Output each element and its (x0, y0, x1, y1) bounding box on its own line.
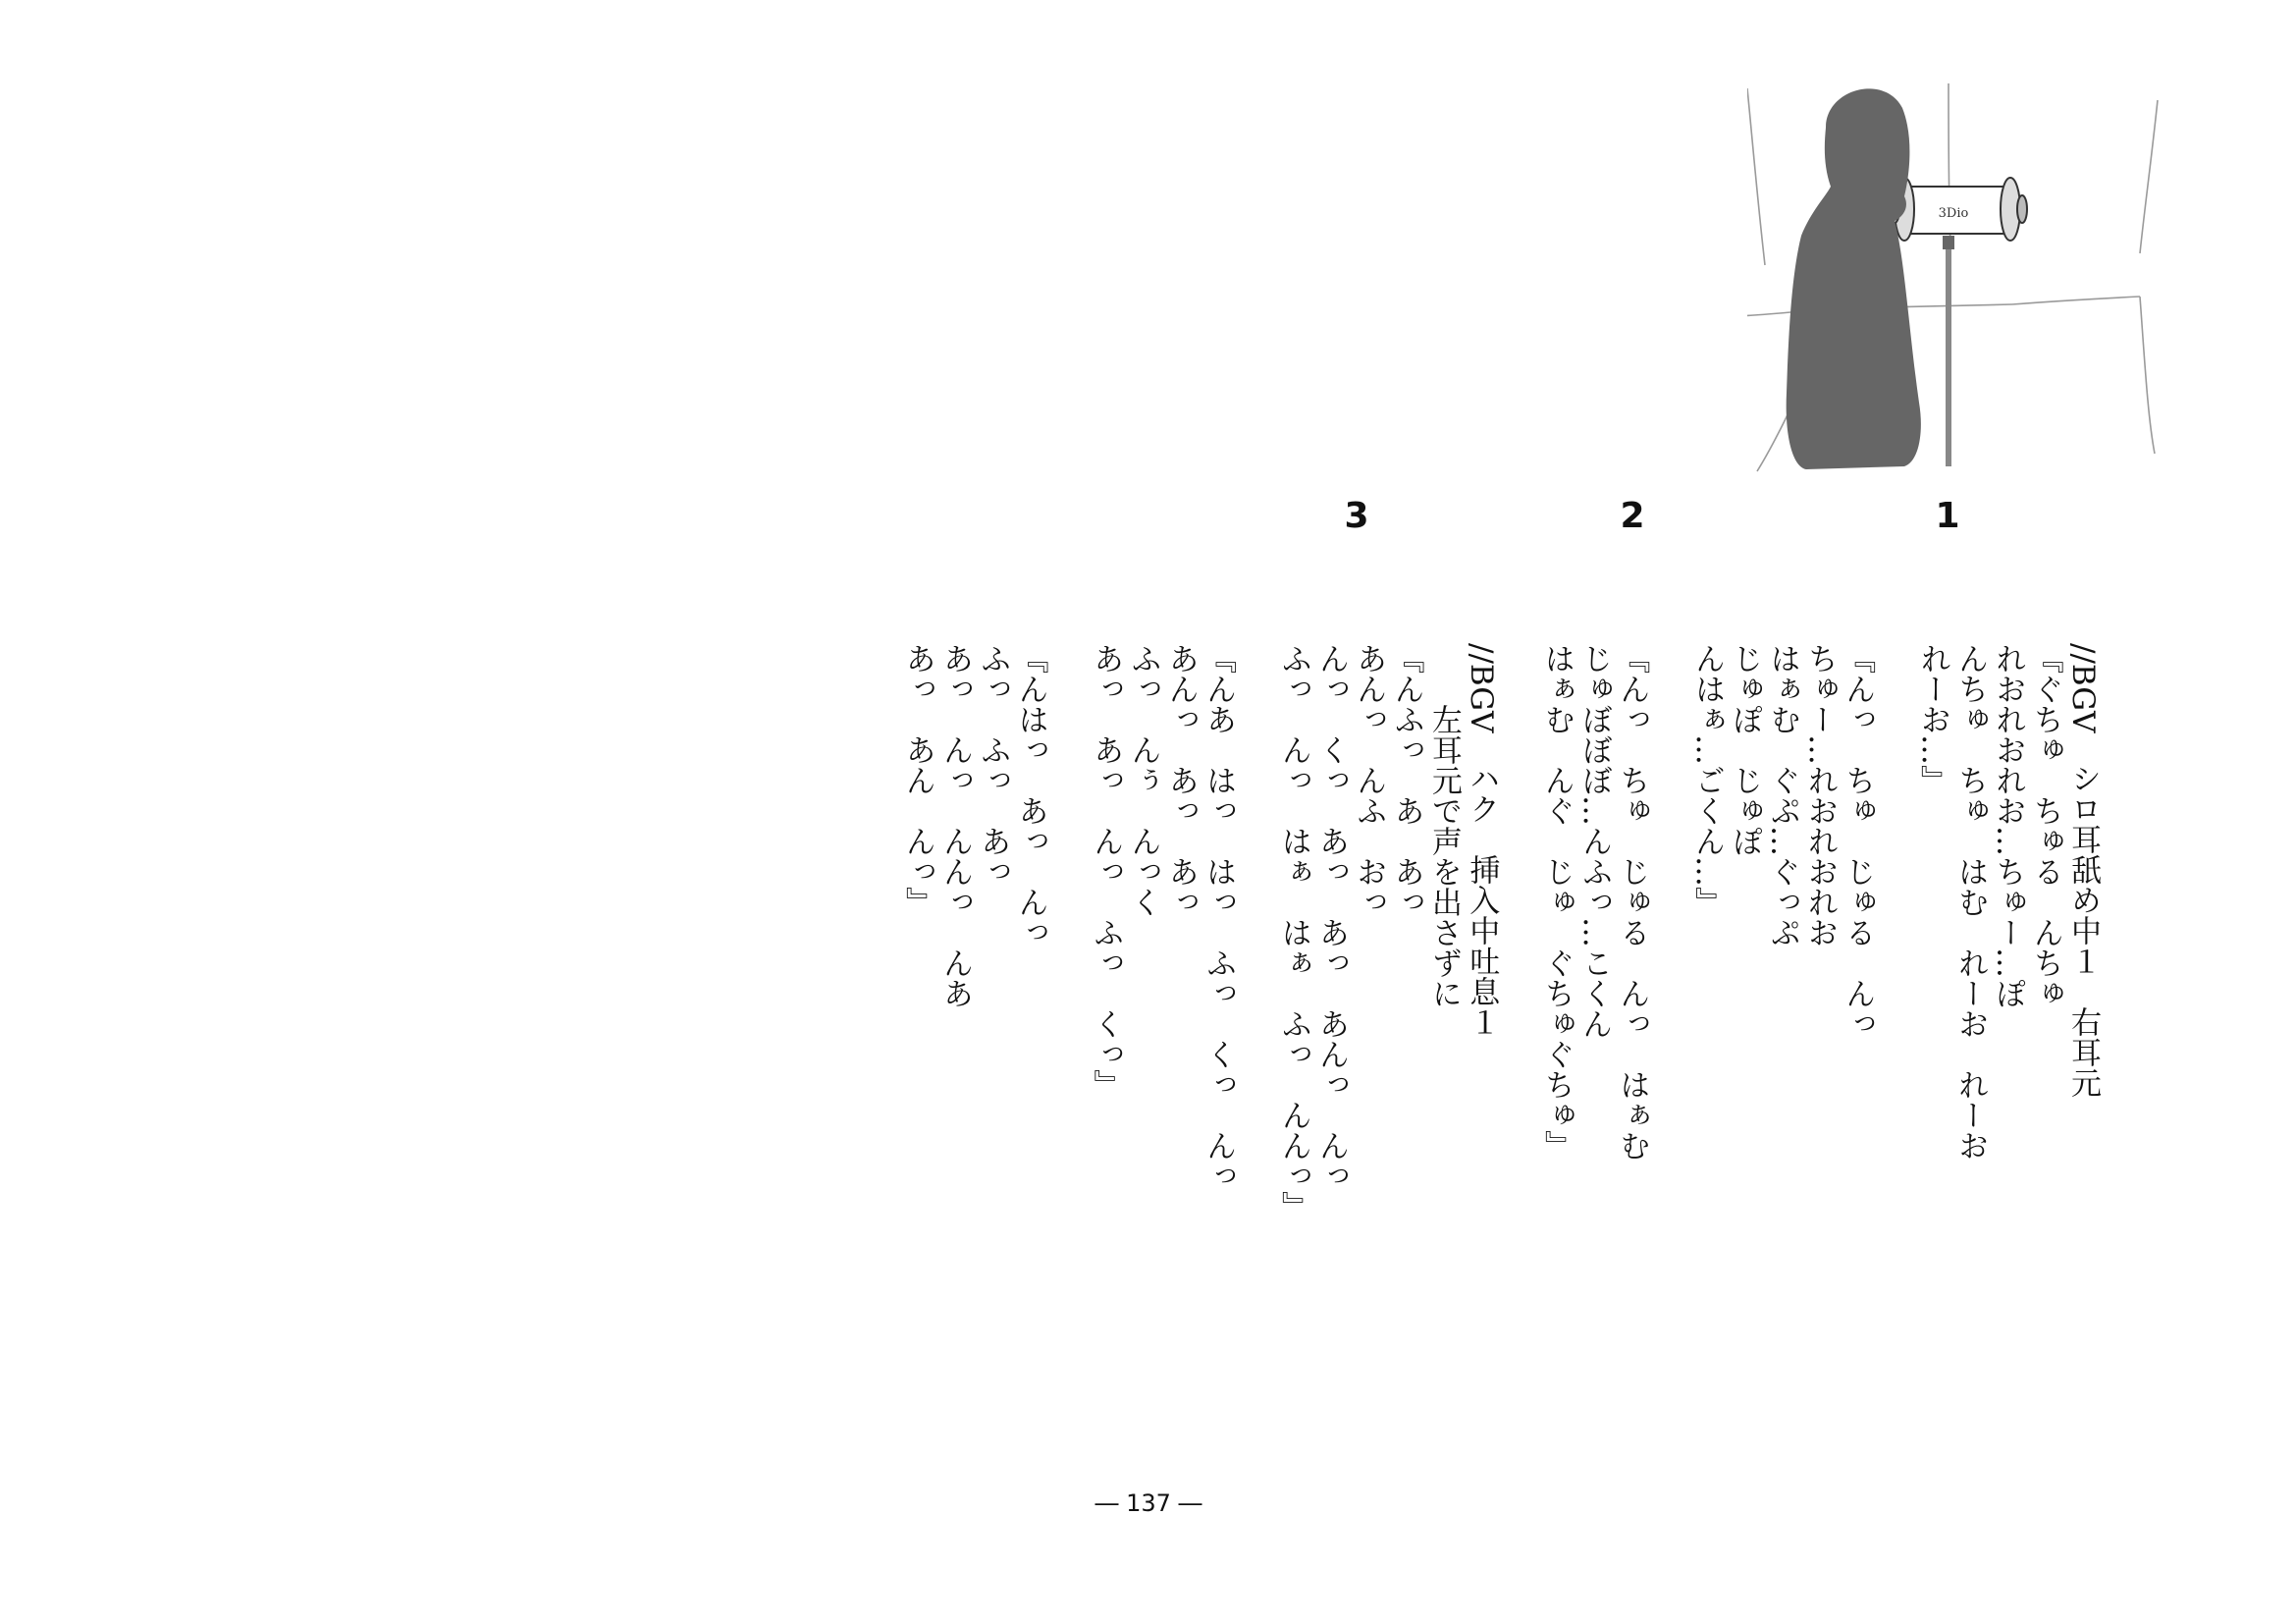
text-column: 左耳元で声を出さずに (1425, 643, 1462, 1008)
text-column: ふっ んっ はぁ はぁ ふっ んんっ』 (1275, 643, 1311, 1221)
text-column: 『ぐちゅ ちゅる んちゅ (2027, 643, 2063, 1008)
text-column: れーお…』 (1914, 643, 1950, 795)
mic-label: 3Dio (1938, 206, 1969, 221)
text-column: はぁむ ぐぷ…ぐっぷ (1764, 643, 1800, 947)
person-silhouette (1787, 88, 1921, 469)
text-column: んちゅ ちゅ はむ れーお れーお (1952, 643, 1989, 1161)
text-column: 『んっ ちゅ じゅる んっ (1840, 643, 1876, 1039)
text-column: 『んはっ あっ んっ (1012, 643, 1048, 947)
microphone-stand (1943, 236, 1954, 466)
text-column: //BGV シロ耳舐め中１ 右耳元 (2065, 643, 2101, 1099)
page-number: ― 137 ― (1095, 1489, 1202, 1517)
text-column: れおれおれお…ちゅー…ぽ (1990, 643, 2026, 1008)
text-column: んっ くっ あっ あっ あんっ んっ (1313, 643, 1349, 1191)
section-marker-1: 1 (1935, 496, 1960, 536)
section-marker-3: 3 (1344, 496, 1369, 536)
binaural-recording-illustration (1747, 79, 2160, 481)
text-column: あっ んっ んんっ んあ (937, 643, 973, 1008)
text-column: あんっ あっ あっ (1162, 643, 1199, 917)
text-column: あっ あん んっ』 (899, 643, 935, 917)
text-column: あっ あっ んっ ふっ くっ』 (1088, 643, 1124, 1100)
text-column: ふっ んぅ んっく (1125, 643, 1161, 917)
text-column: 『んふっ あ あっ (1388, 643, 1424, 917)
text-column: はぁむ んぐ じゅ ぐちゅぐちゅ』 (1538, 643, 1575, 1161)
text-column: じゅぽ じゅぽ (1727, 643, 1763, 856)
section-marker-2: 2 (1620, 496, 1645, 536)
text-column: ふっ ふっ あっ (975, 643, 1011, 887)
text-column: じゅぼぼぼ…んふっ…こくん (1576, 643, 1613, 1039)
text-column: 『んっ ちゅ じゅる んっ はぁむ (1614, 643, 1650, 1161)
text-column: 『んあ はっ はっ ふっ くっ んっ (1201, 643, 1237, 1191)
text-column: んはぁ…ごくん…』 (1689, 643, 1725, 917)
text-column: //BGV ハク 挿入中吐息１ (1464, 643, 1500, 1038)
text-column: ちゅー…れおれおれお (1801, 643, 1838, 947)
text-column: あんっ んふ おっ (1351, 643, 1387, 917)
